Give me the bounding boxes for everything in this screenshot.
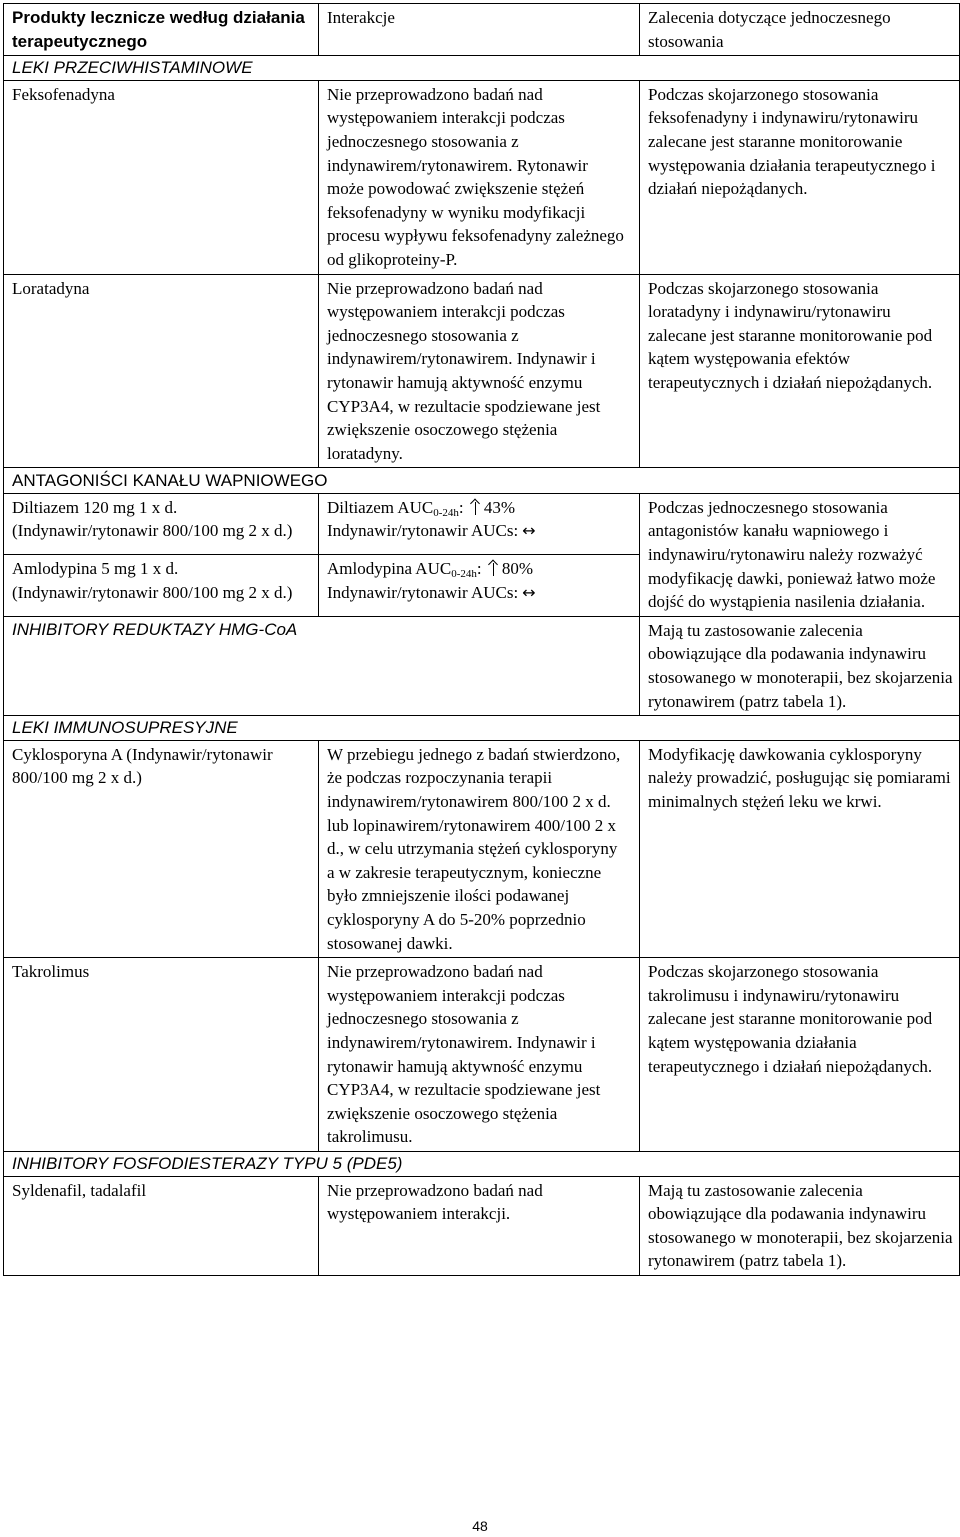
page-number: 48 bbox=[472, 1518, 488, 1534]
interactions-table bbox=[3, 3, 960, 1276]
drug-fexofenadine: Feksofenadyna bbox=[4, 80, 319, 274]
diltiazem-auc-label: Diltiazem AUC bbox=[327, 497, 434, 517]
header-products: Produkty lecznicze według działania terapeutycznego bbox=[4, 4, 319, 56]
section-title-immunosuppressants: LEKI IMMUNOSUPRESYJNE bbox=[4, 716, 960, 741]
amlodipine-auc-line: Amlodypina $AUC_{0-24h}$: 80% bbox=[327, 559, 534, 581]
section-row-immunosuppressants bbox=[4, 716, 960, 741]
table-row-diltiazem bbox=[4, 493, 960, 554]
header-interactions: Interakcje bbox=[319, 4, 640, 56]
diltiazem-aucs-label: Indynawir/rytonawir AUCs: bbox=[327, 521, 519, 541]
interaction-tacrolimus: Nie przeprowadzono badań nad występowaniem interakcji podczas jednoczesnego stosowania z indynawirem/rytonawirem. Indynawir i rytonawir hamują aktywność enzymu CYP3A4, w rezultacie spodziewane jest zwiększenie osoczowego stężenia takrolimusu. bbox=[319, 958, 640, 1152]
up-arrow-icon bbox=[471, 499, 481, 515]
interaction-diltiazem bbox=[319, 493, 640, 554]
amlodipine-auc-label: Amlodypina AUC bbox=[327, 559, 452, 579]
section-title-calcium-channel: ANTAGONIŚCI KANAŁU WAPNIOWEGO bbox=[4, 468, 960, 494]
interaction-sildenafil: Nie przeprowadzono badań nad występowaniem interakcji. bbox=[319, 1176, 640, 1275]
section-row-pde5 bbox=[4, 1151, 960, 1176]
up-arrow-icon bbox=[489, 560, 499, 576]
diltiazem-auc-sub: 0-24h bbox=[433, 506, 459, 519]
table-row-loratadine bbox=[4, 274, 960, 468]
table-row-tacrolimus bbox=[4, 958, 960, 1152]
amlodipine-auc-sub: 0-24h bbox=[451, 568, 477, 581]
left-right-arrow-icon: ↔ bbox=[522, 582, 536, 602]
section-row-antihistamines bbox=[4, 56, 960, 81]
table-row-hmg-coa bbox=[4, 616, 960, 715]
table-row-fexofenadine bbox=[4, 80, 960, 274]
interaction-loratadine: Nie przeprowadzono badań nad występowaniem interakcji podczas jednoczesnego stosowania z indynawirem/rytonawirem. Indynawir i rytonawir hamują aktywność enzymu CYP3A4, w rezultacie spodziewane jest zwiększenie osoczowego stężenia loratadyny. bbox=[319, 274, 640, 468]
interaction-cyclosporine: W przebiegu jednego z badań stwierdzono, że podczas rozpoczynania terapii indynawirem/rytonawirem 800/100 2 x d. lub lopinawirem/rytonawirem 400/100 2 x d., w celu utrzymania stężeń cyklosporyny a w zakresie terapeutycznym, konieczne było zmniejszenie ilości podawanej cyklosporyny A do 5-20% poprzednio stosowanej dawki. bbox=[319, 740, 640, 957]
recommendation-fexofenadine: Podczas skojarzonego stosowania feksofenadyny i indynawiru/rytonawiru zalecane jest staranne monitorowanie występowania działania terapeutycznego i działań niepożądanych. bbox=[640, 80, 960, 274]
recommendation-sildenafil: Mają tu zastosowanie zalecenia obowiązujące dla podawania indynawiru stosowanego w monoterapii, bez skojarzenia rytonawirem (patrz tabela 1). bbox=[640, 1176, 960, 1275]
drug-amlodipine: Amlodypina 5 mg 1 x d. (Indynawir/rytonawir 800/100 mg 2 x d.) bbox=[4, 555, 319, 616]
left-right-arrow-icon: ↔ bbox=[522, 521, 536, 541]
diltiazem-auc-value: 43% bbox=[483, 497, 516, 517]
drug-tacrolimus: Takrolimus bbox=[4, 958, 319, 1152]
section-title-pde5: INHIBITORY FOSFODIESTERAZY TYPU 5 (PDE5) bbox=[4, 1151, 960, 1176]
diltiazem-aucs-line bbox=[327, 519, 633, 543]
interaction-amlodipine bbox=[319, 555, 640, 616]
recommendation-hmg-coa: Mają tu zastosowanie zalecenia obowiązujące dla podawania indynawiru stosowanego w monoterapii, bez skojarzenia rytonawirem (patrz tabela 1). bbox=[640, 616, 960, 715]
amlodipine-aucs-label: Indynawir/rytonawir AUCs: bbox=[327, 582, 519, 602]
header-recommendations: Zalecenia dotyczące jednoczesnego stosowania bbox=[640, 4, 960, 56]
table-row-cyclosporine bbox=[4, 740, 960, 957]
table-row-sildenafil bbox=[4, 1176, 960, 1275]
recommendation-calcium-channel: Podczas jednoczesnego stosowania antagonistów kanału wapniowego i indynawiru/rytonawiru należy rozważyć modyfikację dawki, ponieważ łatwo może dojść do wystąpienia nasilenia działania. bbox=[640, 493, 960, 616]
drug-cyclosporine: Cyklosporyna A (Indynawir/rytonawir 800/100 mg 2 x d.) bbox=[4, 740, 319, 957]
interaction-fexofenadine: Nie przeprowadzono badań nad występowaniem interakcji podczas jednoczesnego stosowania z indynawirem/rytonawirem. Rytonawir może powodować zwiększenie stężeń feksofenadyny w wyniku modyfikacji procesu wypływu feksofenadyny zależnego od glikoproteiny-P. bbox=[319, 80, 640, 274]
drug-loratadine: Loratadyna bbox=[4, 274, 319, 468]
drug-diltiazem: Diltiazem 120 mg 1 x d. (Indynawir/rytonawir 800/100 mg 2 x d.) bbox=[4, 493, 319, 554]
amlodipine-auc-value: 80% bbox=[501, 559, 534, 579]
amlodipine-aucs-line bbox=[327, 581, 633, 605]
drug-sildenafil: Syldenafil, tadalafil bbox=[4, 1176, 319, 1275]
section-title-hmg-coa: INHIBITORY REDUKTAZY HMG-CoA bbox=[4, 616, 640, 715]
table-header-row bbox=[4, 4, 960, 56]
recommendation-tacrolimus: Podczas skojarzonego stosowania takrolimusu i indynawiru/rytonawiru zalecane jest staranne monitorowanie pod kątem występowania działania terapeutycznego i działań niepożądanych. bbox=[640, 958, 960, 1152]
recommendation-loratadine: Podczas skojarzonego stosowania loratadyny i indynawiru/rytonawiru zalecane jest staranne monitorowanie pod kątem występowania efektów terapeutycznych i działań niepożądanych. bbox=[640, 274, 960, 468]
section-title-antihistamines: LEKI PRZECIWHISTAMINOWE bbox=[4, 56, 960, 81]
diltiazem-auc-line: Diltiazem $AUC_{0-24h}$: 43% bbox=[327, 497, 516, 519]
section-row-calcium-channel bbox=[4, 468, 960, 494]
recommendation-cyclosporine: Modyfikację dawkowania cyklosporyny należy prowadzić, posługując się pomiarami minimalnych stężeń leku we krwi. bbox=[640, 740, 960, 957]
